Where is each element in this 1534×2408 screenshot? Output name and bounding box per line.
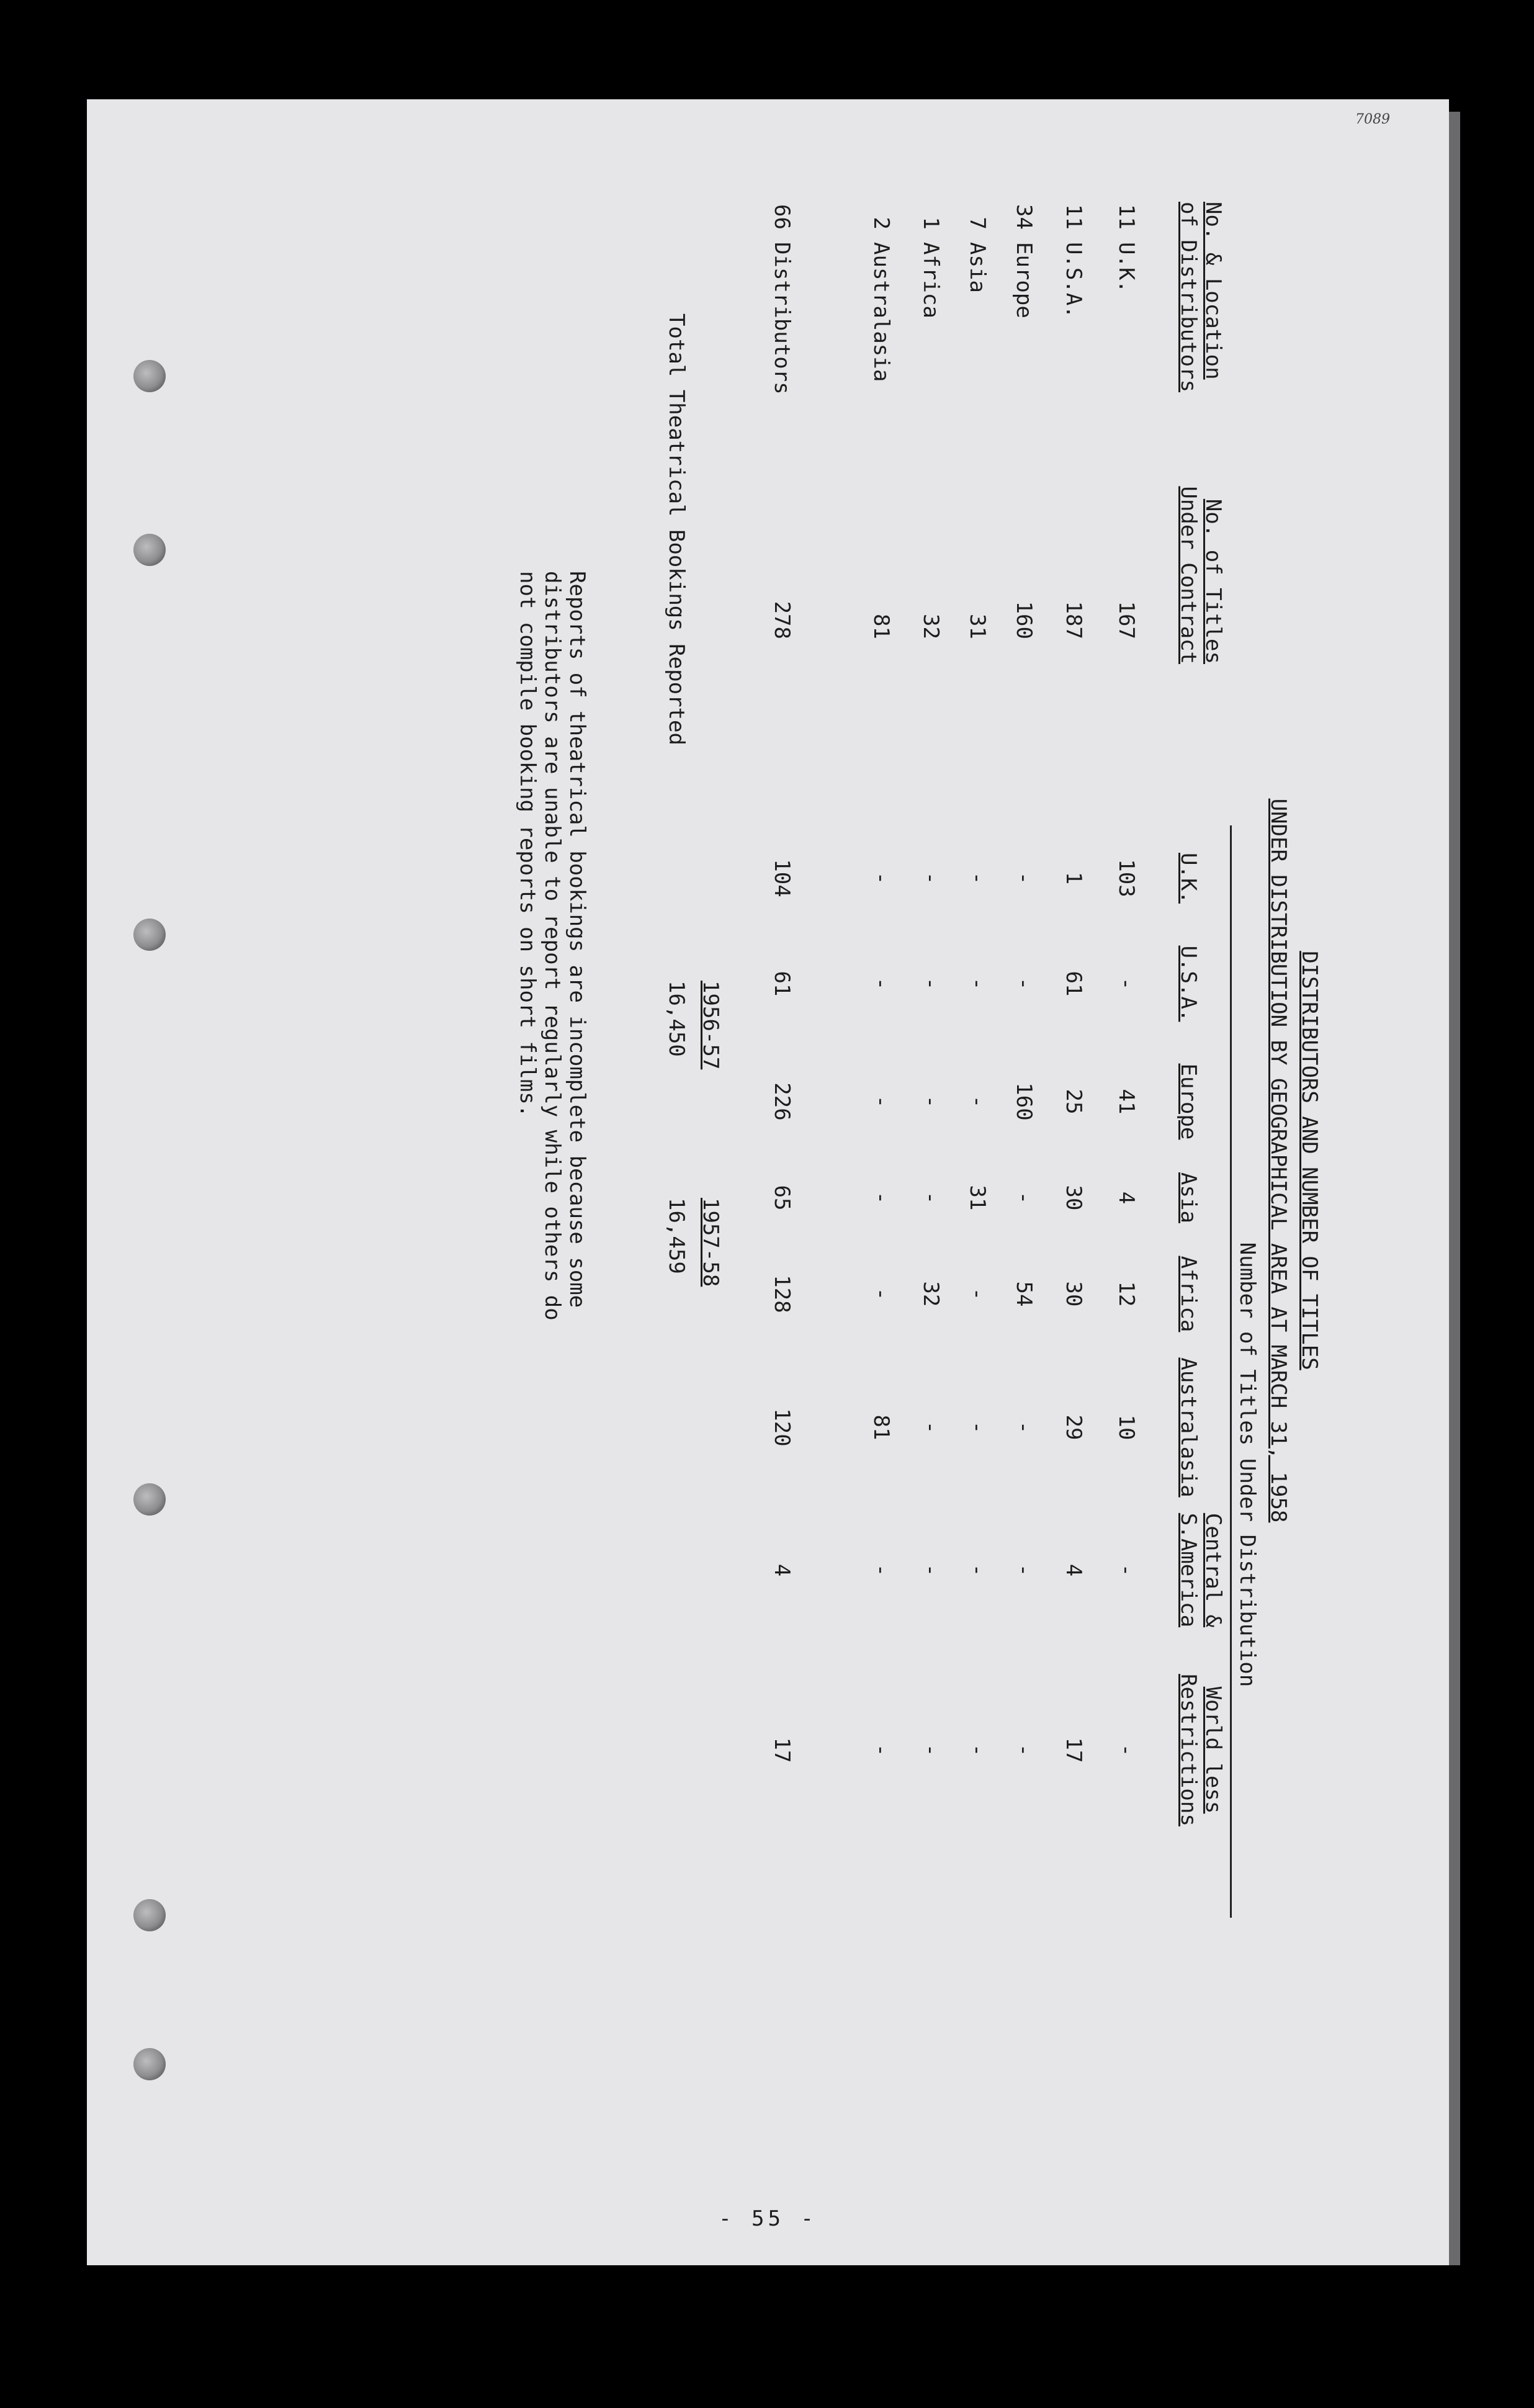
total-row-cell-6: 4	[769, 1563, 794, 1577]
table-row-2-cell-2: 160	[1011, 1082, 1036, 1121]
table-row-0-count: 11	[1114, 204, 1139, 230]
total-row-cell-0: 104	[769, 859, 794, 897]
table-row-3-count: 7	[965, 217, 990, 230]
table-row-4-cell-6: -	[918, 1563, 943, 1577]
header-titles-1: No. of Titles	[1201, 498, 1226, 664]
bookings-label: Total Theatrical Bookings Reported	[664, 313, 689, 745]
header-area-6-line-0: Central &	[1201, 1512, 1226, 1628]
bookings-year2-value: 16,459	[664, 1198, 689, 1274]
table-row-3-location: Asia	[965, 242, 990, 293]
table-row-4-cell-3: -	[918, 1191, 943, 1205]
total-row-titles: 278	[769, 601, 794, 639]
total-row-cell-3: 65	[769, 1185, 794, 1211]
table-row-1-cell-0: 1	[1061, 871, 1086, 885]
header-area-7-line-0: World less	[1201, 1686, 1226, 1814]
table-row-0-cell-0: 103	[1114, 859, 1139, 897]
table-row-5-cell-3: -	[869, 1191, 894, 1205]
table-row-2-cell-0: -	[1011, 871, 1036, 885]
table-row-5-cell-4: -	[869, 1287, 894, 1301]
table-row-0-cell-1: -	[1114, 977, 1139, 991]
table-row-3-cell-7: -	[965, 1743, 990, 1757]
document-sheet	[87, 99, 1449, 2265]
bookings-year1-label: 1956-57	[698, 981, 723, 1070]
sheet-edge-shadow	[1449, 112, 1460, 2265]
note-line-3: not compile booking reports on short films.	[515, 571, 540, 1118]
table-row-5-cell-1: -	[869, 977, 894, 991]
table-row-4-cell-2: -	[918, 1095, 943, 1108]
table-row-2-cell-3: -	[1011, 1191, 1036, 1205]
table-row-1-location: U.S.A.	[1061, 242, 1086, 318]
note-line-2: distributors are unable to report regularly while others do	[540, 571, 565, 1321]
total-row-cell-2: 226	[769, 1082, 794, 1121]
rotated-content	[155, 168, 1334, 2154]
table-row-5-count: 2	[869, 217, 894, 230]
table-row-3-cell-4: -	[965, 1287, 990, 1301]
table-row-0-cell-6: -	[1114, 1563, 1139, 1577]
header-area-7-line-1: Restrictions	[1176, 1674, 1201, 1826]
table-row-1-cell-4: 30	[1061, 1281, 1086, 1307]
header-area-5-line-1: Australasia	[1176, 1357, 1201, 1498]
table-row-4-cell-7: -	[918, 1743, 943, 1757]
table-row-5-titles: 81	[869, 614, 894, 639]
note-line-1: Reports of theatrical bookings are incomplete because some	[565, 571, 590, 1308]
table-row-4-cell-0: -	[918, 871, 943, 885]
table-row-4-cell-1: -	[918, 977, 943, 991]
table-row-0-cell-5: 10	[1114, 1414, 1139, 1440]
page-number: - 55 -	[719, 2206, 817, 2231]
title-line-1: DISTRIBUTORS AND NUMBER OF TITLES	[1297, 951, 1322, 1370]
total-row-location: Distributors	[769, 242, 794, 395]
table-row-4-location: Africa	[918, 242, 943, 318]
header-area-0-line-1: U.K.	[1176, 853, 1201, 904]
table-row-1-cell-2: 25	[1061, 1089, 1086, 1115]
table-row-2-cell-5: -	[1011, 1421, 1036, 1434]
table-row-5-location: Australasia	[869, 242, 894, 382]
total-row-cell-5: 120	[769, 1408, 794, 1447]
bookings-year2-label: 1957-58	[698, 1198, 723, 1287]
table-row-2-cell-1: -	[1011, 977, 1036, 991]
table-row-1-count: 11	[1061, 204, 1086, 230]
table-row-2-cell-7: -	[1011, 1743, 1036, 1757]
header-titles-2: Under Contract	[1176, 486, 1201, 664]
table-row-4-cell-4: 32	[918, 1281, 943, 1307]
header-location-2: of Distributors	[1176, 202, 1201, 393]
total-row-cell-1: 61	[769, 971, 794, 997]
group-header: Number of Titles Under Distribution	[1235, 1242, 1260, 1687]
table-row-3-cell-1: -	[965, 977, 990, 991]
table-row-0-titles: 167	[1114, 601, 1139, 639]
header-area-3-line-1: Asia	[1176, 1172, 1201, 1223]
table-row-1-cell-3: 30	[1061, 1185, 1086, 1211]
table-row-1-cell-7: 17	[1061, 1737, 1086, 1763]
table-row-3-cell-3: 31	[965, 1185, 990, 1211]
table-row-0-cell-4: 12	[1114, 1281, 1139, 1307]
table-row-3-cell-2: -	[965, 1095, 990, 1108]
table-row-3-cell-6: -	[965, 1563, 990, 1577]
total-row-count: 66	[769, 204, 794, 230]
total-row-cell-7: 17	[769, 1737, 794, 1763]
table-row-1-cell-5: 29	[1061, 1414, 1086, 1440]
table-row-0-cell-2: 41	[1114, 1089, 1139, 1115]
table-row-1-cell-1: 61	[1061, 971, 1086, 997]
header-area-6-line-1: S.America	[1176, 1512, 1201, 1628]
table-row-2-count: 34	[1011, 204, 1036, 230]
table-row-0-location: U.K.	[1114, 242, 1139, 293]
header-area-4-line-1: Africa	[1176, 1256, 1201, 1332]
table-row-3-cell-5: -	[965, 1421, 990, 1434]
title-line-2: UNDER DISTRIBUTION BY GEOGRAPHICAL AREA AT MARCH 31, 1958	[1266, 798, 1291, 1523]
header-location-1: No. & Location	[1201, 202, 1226, 380]
table-row-4-count: 1	[918, 217, 943, 230]
page-mark: 7089	[1355, 112, 1390, 127]
table-row-5-cell-2: -	[869, 1095, 894, 1108]
table-row-3-titles: 31	[965, 614, 990, 639]
table-row-0-cell-3: 4	[1114, 1191, 1139, 1205]
table-row-5-cell-7: -	[869, 1743, 894, 1757]
table-row-5-cell-6: -	[869, 1563, 894, 1577]
total-row-cell-4: 128	[769, 1275, 794, 1313]
table-row-2-cell-6: -	[1011, 1563, 1036, 1577]
header-area-2-line-1: Europe	[1176, 1063, 1201, 1140]
table-row-2-cell-4: 54	[1011, 1281, 1036, 1307]
table-row-0-cell-7: -	[1114, 1743, 1139, 1757]
table-row-5-cell-0: -	[869, 871, 894, 885]
table-row-1-cell-6: 4	[1061, 1563, 1086, 1577]
table-row-1-titles: 187	[1061, 601, 1086, 639]
group-rule	[1230, 825, 1232, 1918]
header-area-1-line-1: U.S.A.	[1176, 945, 1201, 1022]
table-row-5-cell-5: 81	[869, 1414, 894, 1440]
table-row-4-cell-5: -	[918, 1421, 943, 1434]
table-row-2-titles: 160	[1011, 601, 1036, 639]
table-row-3-cell-0: -	[965, 871, 990, 885]
bookings-year1-value: 16,450	[664, 981, 689, 1057]
table-row-2-location: Europe	[1011, 242, 1036, 318]
table-row-4-titles: 32	[918, 614, 943, 639]
